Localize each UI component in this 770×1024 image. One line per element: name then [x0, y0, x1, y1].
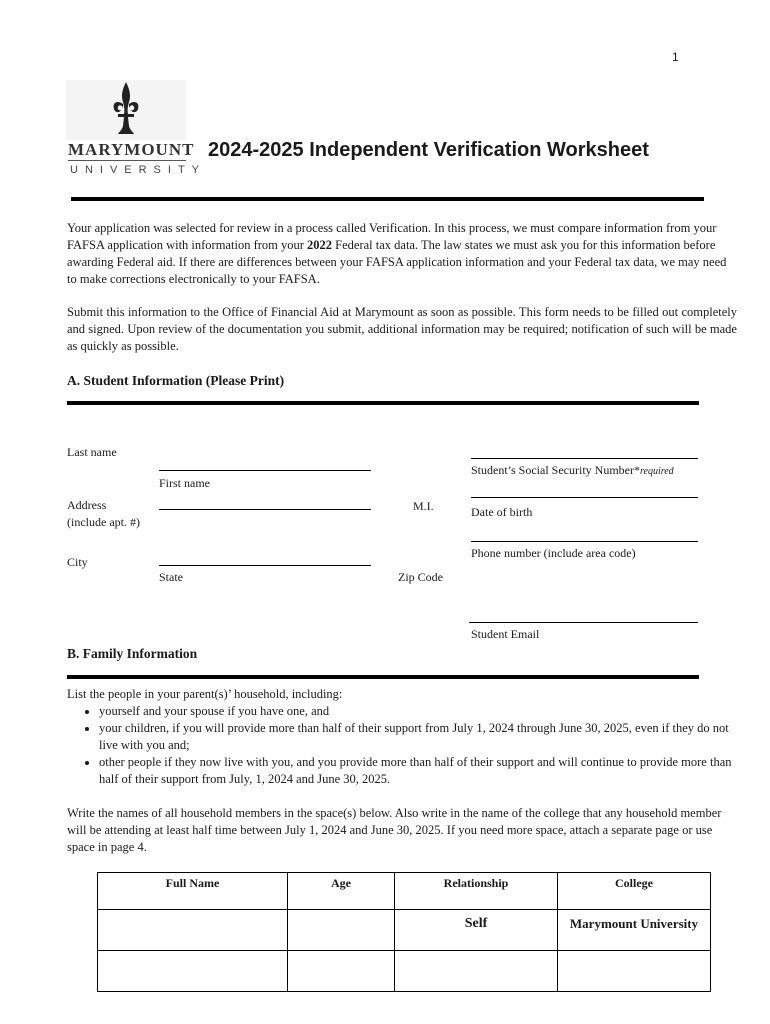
mi-label: M.I. — [413, 499, 434, 513]
table-row — [98, 910, 711, 951]
ssn-line[interactable] — [471, 458, 698, 459]
table-row — [98, 951, 711, 992]
list-item: • yourself and your spouse if you have one, and — [99, 703, 737, 720]
fleur-de-lis-icon — [112, 82, 140, 136]
marymount-logo — [66, 80, 207, 180]
email-label: Student Email — [471, 627, 540, 641]
header-relationship: Relationship — [395, 873, 558, 910]
cell-college: Marymount University — [558, 910, 711, 951]
logo-divider — [68, 160, 186, 161]
header-full-name: Full Name — [98, 873, 288, 910]
intro-paragraph-1: Your application was selected for review in a process called Verification. In this process, we must compare information from your FAFSA application with information from your 2022 Federal tax data. The law states we must ask you for this information before awarding Federal aid. If there are differences between your FAFSA application information and your Federal tax data, we may need to make corrections electronically to your FAFSA. — [67, 221, 727, 286]
title-rule — [71, 197, 704, 201]
city-label: City — [67, 555, 88, 569]
dob-label: Date of birth — [471, 505, 533, 519]
address-note: (include apt. #) — [67, 515, 140, 529]
last-name-line[interactable] — [159, 470, 371, 471]
header-age: Age — [288, 873, 395, 910]
cell-college[interactable] — [558, 951, 711, 992]
page-title: 2024-2025 Independent Verification Worksheet — [208, 139, 649, 161]
cell-full-name[interactable] — [98, 910, 288, 951]
phone-label: Phone number (include area code) — [471, 546, 636, 560]
cell-relationship: Self — [395, 910, 558, 951]
last-name-label: Last name — [67, 445, 117, 459]
dob-line[interactable] — [471, 497, 698, 498]
phone-line[interactable] — [471, 541, 698, 542]
zip-label: Zip Code — [398, 570, 443, 584]
section-b-heading: B. Family Information — [67, 646, 198, 661]
household-instructions: Write the names of all household members in the space(s) below. Also write in the name of the college that any household member will be attending at least half time between July 1, 2024 and June 30, 2025. If you need more space, attach a separate page or use space in page 4. — [67, 806, 722, 854]
header-college: College — [558, 873, 711, 910]
intro-paragraph-2: Submit this information to the Office of Financial Aid at Marymount as soon as possible. This form needs to be filled out completely and signed. Upon review of the documentation you submit, additional information may be required; notification of such will be made as quickly as possible. — [67, 305, 737, 353]
city-line[interactable] — [159, 565, 371, 566]
logo-wordmark: MARYMOUNT — [68, 140, 195, 159]
cell-age[interactable] — [288, 910, 395, 951]
first-name-label: First name — [159, 476, 210, 490]
cell-relationship[interactable] — [395, 951, 558, 992]
ssn-label: Student’s Social Security Number*required — [471, 463, 674, 477]
section-a-rule — [67, 401, 699, 405]
household-list — [67, 686, 737, 788]
page-number: 1 — [672, 50, 679, 64]
list-intro: List the people in your parent(s)’ household, including: — [67, 687, 343, 701]
logo-subtitle: UNIVERSITY — [70, 164, 207, 176]
section-a-heading: A. Student Information (Please Print) — [67, 373, 285, 388]
table-header-row — [98, 873, 711, 910]
email-line[interactable] — [469, 622, 698, 623]
state-label: State — [159, 570, 183, 584]
section-b-rule — [67, 675, 699, 679]
list-item: • other people if they now live with you, and you provide more than half of their support and will continue to provide more than half of their support from July, 1, 2024 and June 30, 2025. — [99, 754, 737, 788]
household-table — [97, 872, 711, 992]
address-label: Address — [67, 498, 107, 512]
address-line[interactable] — [159, 509, 371, 510]
cell-age[interactable] — [288, 951, 395, 992]
list-item: • your children, if you will provide more than half of their support from July 1, 2024 through June 30, 2025, even if they do not live with you and; — [99, 720, 737, 754]
cell-full-name[interactable] — [98, 951, 288, 992]
